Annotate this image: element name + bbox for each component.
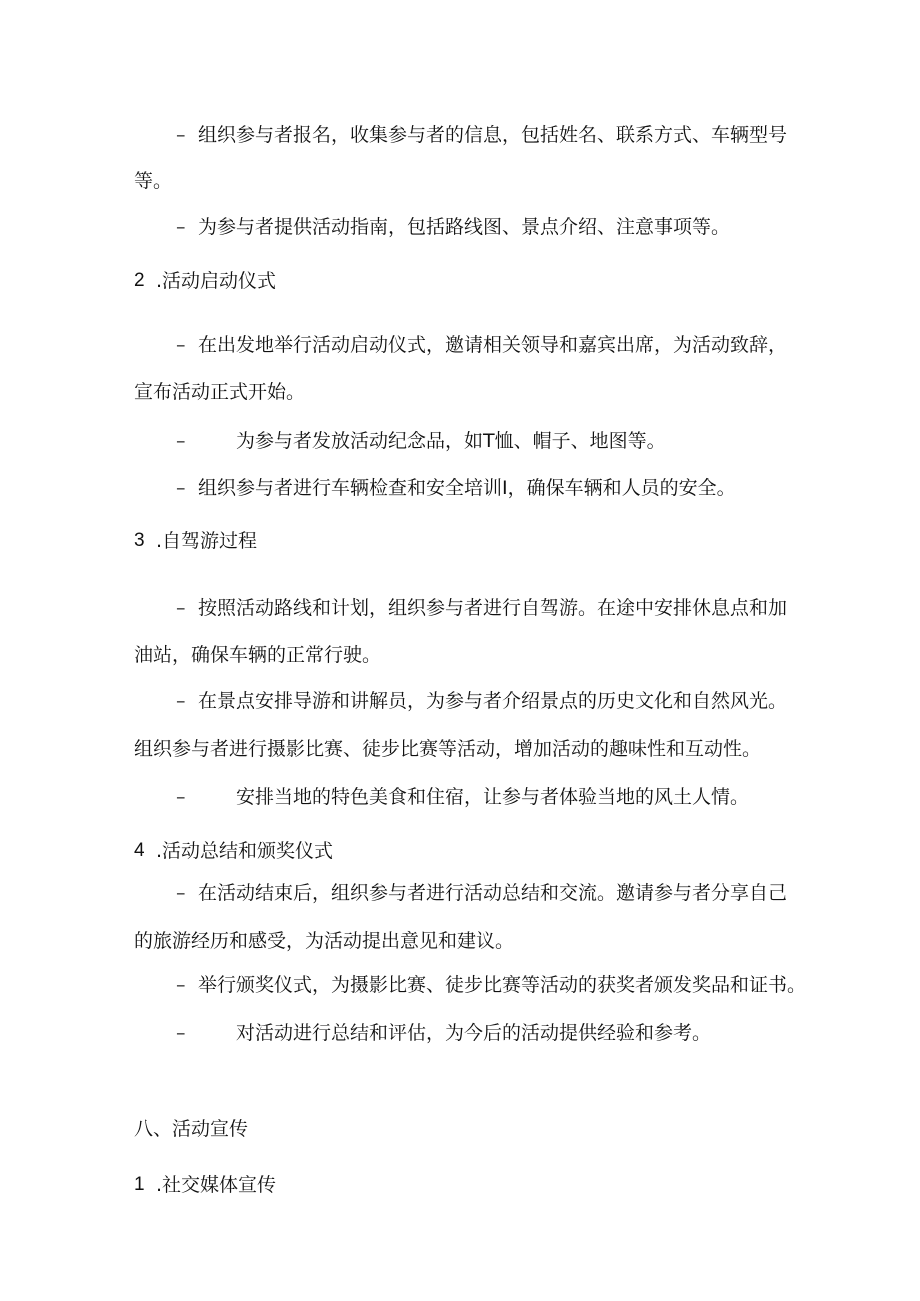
bullet-dash: –: [176, 334, 186, 356]
text-line: 组织参与者报名，收集参与者的信息，包括姓名、联系方式、车辆型号: [198, 124, 788, 146]
text-line: 的旅游经历和感受，为活动提出意见和建议。: [134, 930, 515, 952]
section-heading: .社交媒体宣传: [156, 1174, 277, 1196]
section-heading: .活动总结和颁奖仪式: [156, 840, 334, 862]
text-line: 按照活动路线和计划，组织参与者进行自驾游。在途中安排休息点和加: [198, 597, 788, 619]
section-number: 4: [134, 840, 145, 861]
bullet-dash: –: [176, 597, 186, 619]
section-number: 2: [134, 270, 145, 291]
text-line: 在活动结束后，组织参与者进行活动总结和交流。邀请参与者分享自己: [198, 882, 788, 904]
bullet-dash: –: [176, 974, 186, 996]
chapter-heading: 八、活动宣传: [134, 1118, 249, 1140]
text-line: 举行颁奖仪式，为摄影比赛、徒步比赛等活动的获奖者颁发奖品和证书。: [198, 974, 807, 996]
bullet-dash: –: [176, 124, 186, 146]
text-line: 安排当地的特色美食和住宿，让参与者体验当地的风土人情。: [236, 786, 750, 808]
text-line: 为参与者提供活动指南，包括路线图、景点介绍、注意事项等。: [198, 216, 731, 238]
section-number: 3: [134, 530, 145, 551]
bullet-dash: –: [176, 882, 186, 904]
section-heading: .自驾游过程: [156, 530, 258, 552]
bullet-dash: –: [176, 430, 186, 452]
text-line: 在景点安排导游和讲解员，为参与者介绍景点的历史文化和自然风光。: [198, 690, 788, 712]
text-line: 油站，确保车辆的正常行驶。: [134, 644, 382, 666]
text-line: 为参与者发放活动纪念品，如T恤、帽子、地图等。: [236, 430, 666, 452]
bullet-dash: –: [176, 1022, 186, 1044]
section-heading: .活动启动仪式: [156, 270, 277, 292]
bullet-dash: –: [176, 786, 186, 808]
text-line: 对活动进行总结和评估，为今后的活动提供经验和参考。: [236, 1022, 712, 1044]
text-line: 组织参与者进行摄影比赛、徒步比赛等活动，增加活动的趣味性和互动性。: [134, 738, 762, 760]
section-number: 1: [134, 1174, 145, 1195]
text-line: 宣布活动正式开始。: [134, 381, 306, 403]
bullet-dash: –: [176, 690, 186, 712]
text-line: 组织参与者进行车辆检查和安全培训I，确保车辆和人员的安全。: [198, 477, 736, 499]
text-line: 在出发地举行活动启动仪式，邀请相关领导和嘉宾出席，为活动致辞，: [198, 334, 788, 356]
bullet-dash: –: [176, 477, 186, 499]
text-line: 等。: [134, 170, 173, 192]
bullet-dash: –: [176, 216, 186, 238]
